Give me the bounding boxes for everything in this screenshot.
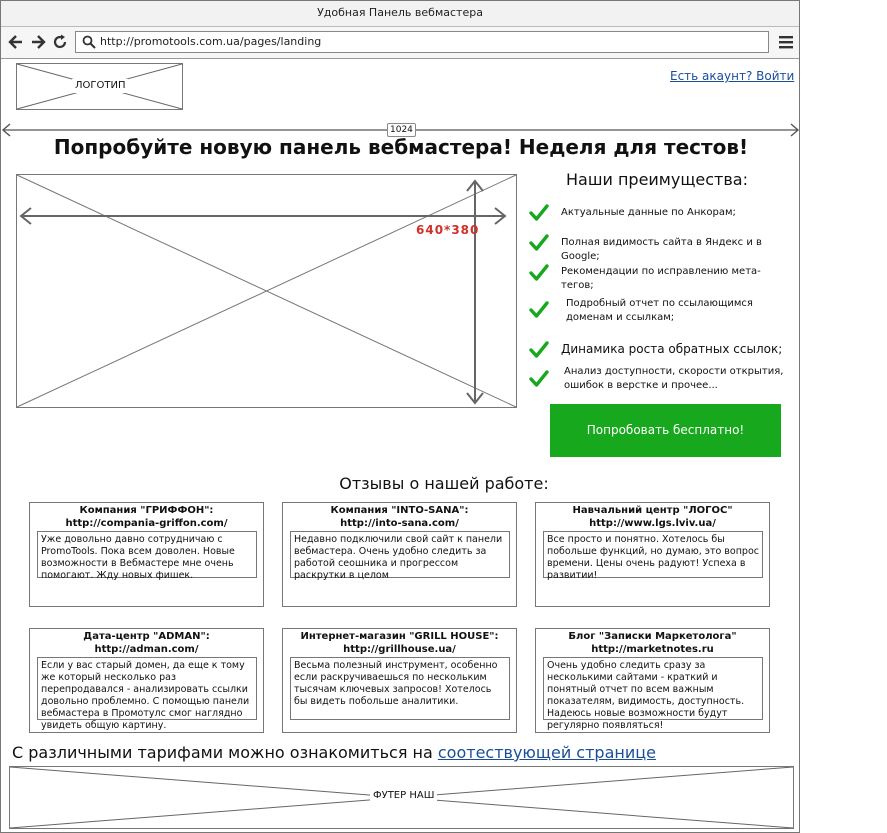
address-bar bbox=[1, 27, 799, 59]
try-free-button[interactable]: Попробовать бесплатно! bbox=[550, 404, 781, 457]
tariffs-text: С различными тарифами можно ознакомиться на bbox=[12, 743, 438, 762]
logo-placeholder[interactable] bbox=[16, 63, 183, 110]
checkmark-icon bbox=[529, 204, 549, 222]
checkmark-icon bbox=[529, 370, 549, 388]
advantage-text: Рекомендации по исправлению мета-тегов; bbox=[561, 266, 761, 291]
review-card bbox=[29, 502, 264, 607]
review-site: http://compania-griffon.com/ bbox=[65, 518, 228, 529]
tariffs-line bbox=[12, 741, 656, 765]
window-title: Удобная Панель вебмастера bbox=[1, 1, 799, 27]
search-icon bbox=[82, 35, 96, 49]
review-quote: Весьма полезный инструмент, особенно если раскручиваешься по нескольким тысячам ключевых запросов! Хотелось бы видеть побольше аналитики. bbox=[290, 657, 510, 720]
review-card bbox=[535, 502, 770, 607]
advantage-text: Динамика роста обратных ссылок; bbox=[561, 342, 783, 356]
reload-icon[interactable] bbox=[51, 33, 69, 51]
reviews-title: Отзывы о нашей работе: bbox=[339, 474, 549, 493]
menu-icon[interactable] bbox=[779, 35, 793, 49]
logo-label: ЛОГОТИП bbox=[72, 79, 128, 93]
review-company: Компания "ГРИФФОН": bbox=[79, 505, 214, 516]
review-card bbox=[535, 628, 770, 733]
footer-label: ФУТЕР НАШ bbox=[370, 789, 437, 803]
review-quote: Недавно подключили свой сайт к панели вебмастера. Очень удобно следить за работой сеошника и прогрессом раскрутки в целом bbox=[290, 531, 510, 578]
page-headline: Попробуйте новую панель вебмастера! Неделя для тестов! bbox=[53, 135, 749, 159]
review-company: Дата-центр "ADMAN": bbox=[83, 631, 210, 642]
hero-placeholder-graphic bbox=[17, 175, 516, 407]
review-company: Навчальний центр "ЛОГОС" bbox=[572, 505, 733, 516]
checkmark-icon bbox=[529, 341, 549, 359]
review-site: http://into-sana.com/ bbox=[340, 518, 459, 529]
login-link[interactable]: Есть акаунт? Войти bbox=[670, 69, 795, 83]
review-quote: Уже довольно давно сотрудничаю с PromoTools. Пока всем доволен. Новые возможности в Вебмастере мне очень помогают. Жду новых фишек. bbox=[37, 531, 257, 578]
review-site: http://www.lgs.lviv.ua/ bbox=[589, 518, 716, 529]
review-site: http://marketnotes.ru bbox=[591, 644, 714, 655]
footer-placeholder bbox=[9, 766, 794, 829]
review-quote: Очень удобно следить сразу за несколькими сайтами - краткий и понятный отчет по всем важным показателям, видимость, доступность. Надеюсь новые возможности будут регулярно появляться! bbox=[543, 657, 763, 720]
url-field[interactable] bbox=[75, 31, 769, 53]
ruler-width-label: 1024 bbox=[387, 123, 416, 137]
url-text: http://promotools.com.ua/pages/landing bbox=[100, 35, 322, 48]
review-card bbox=[282, 628, 517, 733]
tariffs-link[interactable]: соотествующей странице bbox=[437, 743, 656, 762]
advantage-text: Анализ доступности, скорости открытия, ошибок в верстке и прочее... bbox=[564, 366, 784, 391]
checkmark-icon bbox=[529, 264, 549, 282]
checkmark-icon bbox=[529, 234, 549, 252]
hero-dimensions: 640*380 bbox=[416, 223, 480, 237]
review-site: http://grillhouse.ua/ bbox=[343, 644, 456, 655]
review-quote: Если у вас старый домен, да еще к тому же который несколько раз перепродавался - анализировать ссылки довольно проблемно. С помощью панели вебмастера в Промотулс смог наглядно увидеть общую картину. bbox=[37, 657, 257, 720]
checkmark-icon bbox=[529, 301, 549, 319]
review-company: Интернет-магазин "GRILL HOUSE": bbox=[300, 631, 499, 642]
review-quote: Все просто и понятно. Хотелось бы побольше функций, но думаю, это вопрос времени. Цены очень радуют! Успеха в развитии! bbox=[543, 531, 763, 578]
hero-image-placeholder bbox=[16, 174, 517, 408]
advantage-text: Актуальные данные по Анкорам; bbox=[561, 207, 736, 218]
review-card bbox=[282, 502, 517, 607]
advantage-text: Полная видимость сайта в Яндекс и в Google; bbox=[561, 237, 762, 262]
review-company: Блог "Записки Маркетолога" bbox=[568, 631, 737, 642]
review-site: http://adman.com/ bbox=[94, 644, 199, 655]
advantage-text: Подробный отчет по ссылающимся доменам и ссылкам; bbox=[566, 298, 753, 323]
review-company: Компания "INTO-SANA": bbox=[330, 505, 469, 516]
review-card bbox=[29, 628, 264, 733]
forward-arrow-icon[interactable] bbox=[29, 33, 47, 51]
back-arrow-icon[interactable] bbox=[7, 33, 25, 51]
advantages-title: Наши преимущества: bbox=[565, 170, 748, 189]
